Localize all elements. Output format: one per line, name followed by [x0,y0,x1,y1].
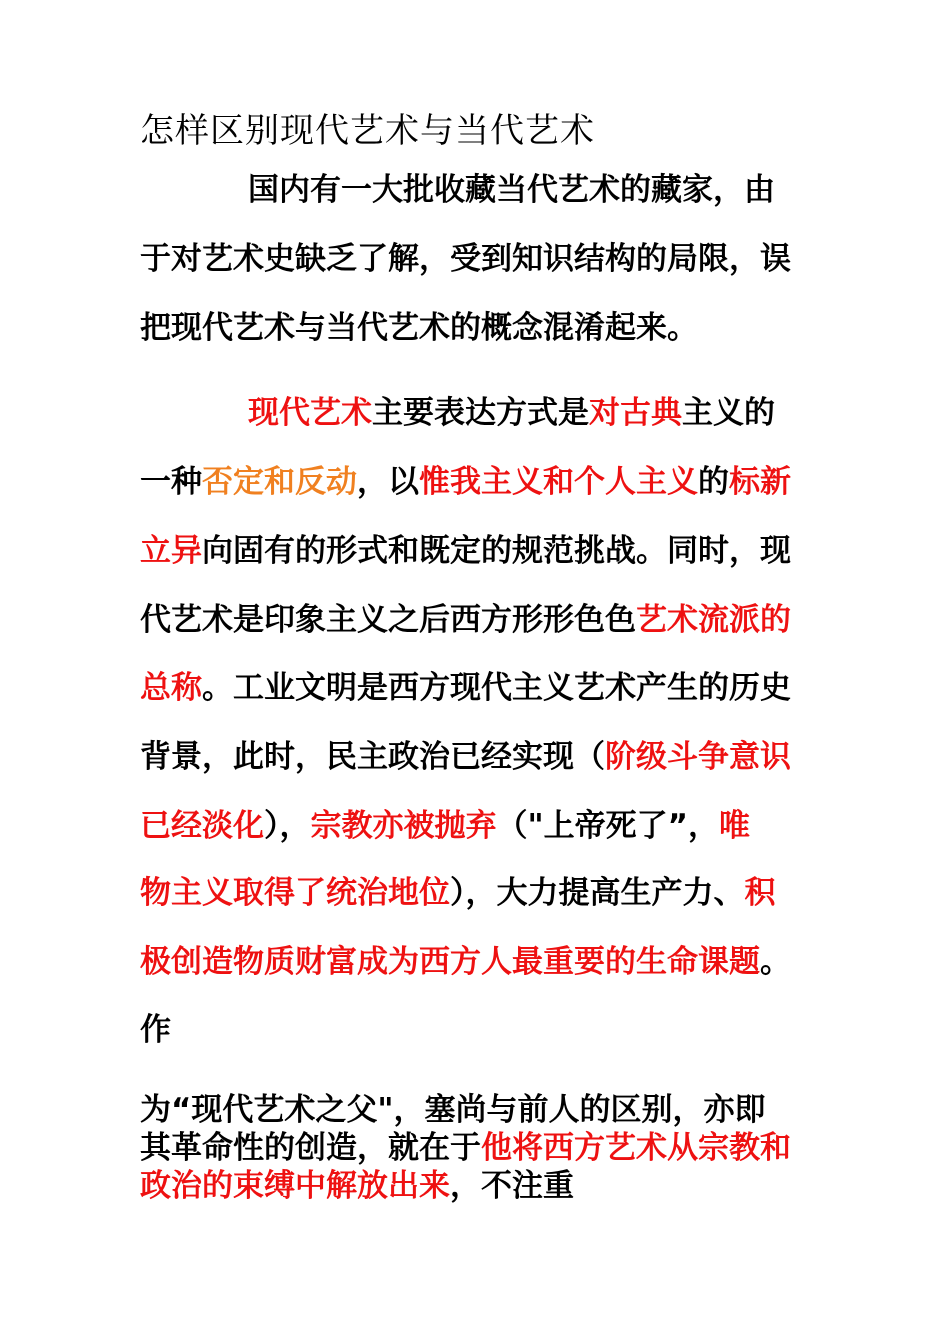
emphasis-text: 物主义取得了统治地位 [140,875,450,911]
emphasis-text: 艺术流派的 [636,602,791,638]
emphasis-text: 对古典 [589,395,682,431]
text-run: 代艺术是印象主义之后西方形形色色 [140,602,636,638]
emphasis-text: 否定和反动 [202,464,357,500]
paragraph-line [248,391,928,435]
emphasis-text: 已经淡化 [140,808,264,844]
text-run: 。 [760,944,791,980]
text-run: 于对艺术史缺乏了解，受到知识结构的局限，误 [140,241,791,277]
emphasis-text: 政治的束缚中解放出来 [140,1168,450,1204]
emphasis-text: 现代艺术 [248,395,372,431]
text-run: 向固有的形式和既定的规范挑战。同时，现 [202,533,791,569]
text-run: 为“现代艺术之父"，塞尚与前人的区别，亦即 [140,1092,766,1128]
paragraph-line [140,1164,820,1208]
text-run: （"上帝死了”， [496,808,720,844]
paragraph-line [248,168,928,212]
paragraph-line [140,940,820,984]
text-run: 背景，此时，民主政治已经实现（ [140,739,605,775]
paragraph-line [140,1008,820,1052]
text-run: ），大力提高生产力、 [450,875,745,911]
emphasis-text: 惟我主义和个人主义 [419,464,698,500]
emphasis-text: 他将西方艺术从宗教和 [481,1130,791,1166]
text-run: ，不注重 [450,1168,574,1204]
paragraph-line [140,306,820,350]
paragraph-line [140,871,820,915]
text-run: 的 [698,464,729,500]
text-run: 把现代艺术与当代艺术的概念混淆起来。 [140,310,698,346]
document-title: 怎样区别现代艺术与当代艺术 [140,111,595,151]
text-run: 其革命性的创造，就在于 [140,1130,481,1166]
paragraph-line [140,598,820,642]
emphasis-text: 积 [744,875,776,911]
text-run: 一种 [140,464,202,500]
emphasis-text: 阶级斗争意识 [605,739,791,775]
emphasis-text: 极创造物质财富成为西方人最重要的生命课题 [140,944,760,980]
text-run: 主要表达方式是 [372,395,589,431]
text-run: ）， [264,808,311,844]
text-run: 。工业文明是西方现代主义艺术产生的历史 [202,670,791,706]
text-run: 国内有一大批收藏当代艺术的藏家，由 [248,172,775,208]
paragraph-line [140,735,820,779]
emphasis-text: 宗教亦被抛弃 [310,808,497,844]
paragraph-line [140,237,820,281]
paragraph-line [140,460,820,504]
emphasis-text: 标新 [729,464,791,500]
text-run: 作 [140,1012,171,1048]
text-run: ，以 [357,464,419,500]
paragraph-line [140,666,820,710]
paragraph-line [140,804,820,848]
text-run: 主义的 [682,395,775,431]
emphasis-text: 立异 [140,533,202,569]
emphasis-text: 唯 [719,808,751,844]
emphasis-text: 总称 [140,670,202,706]
paragraph-line [140,529,820,573]
